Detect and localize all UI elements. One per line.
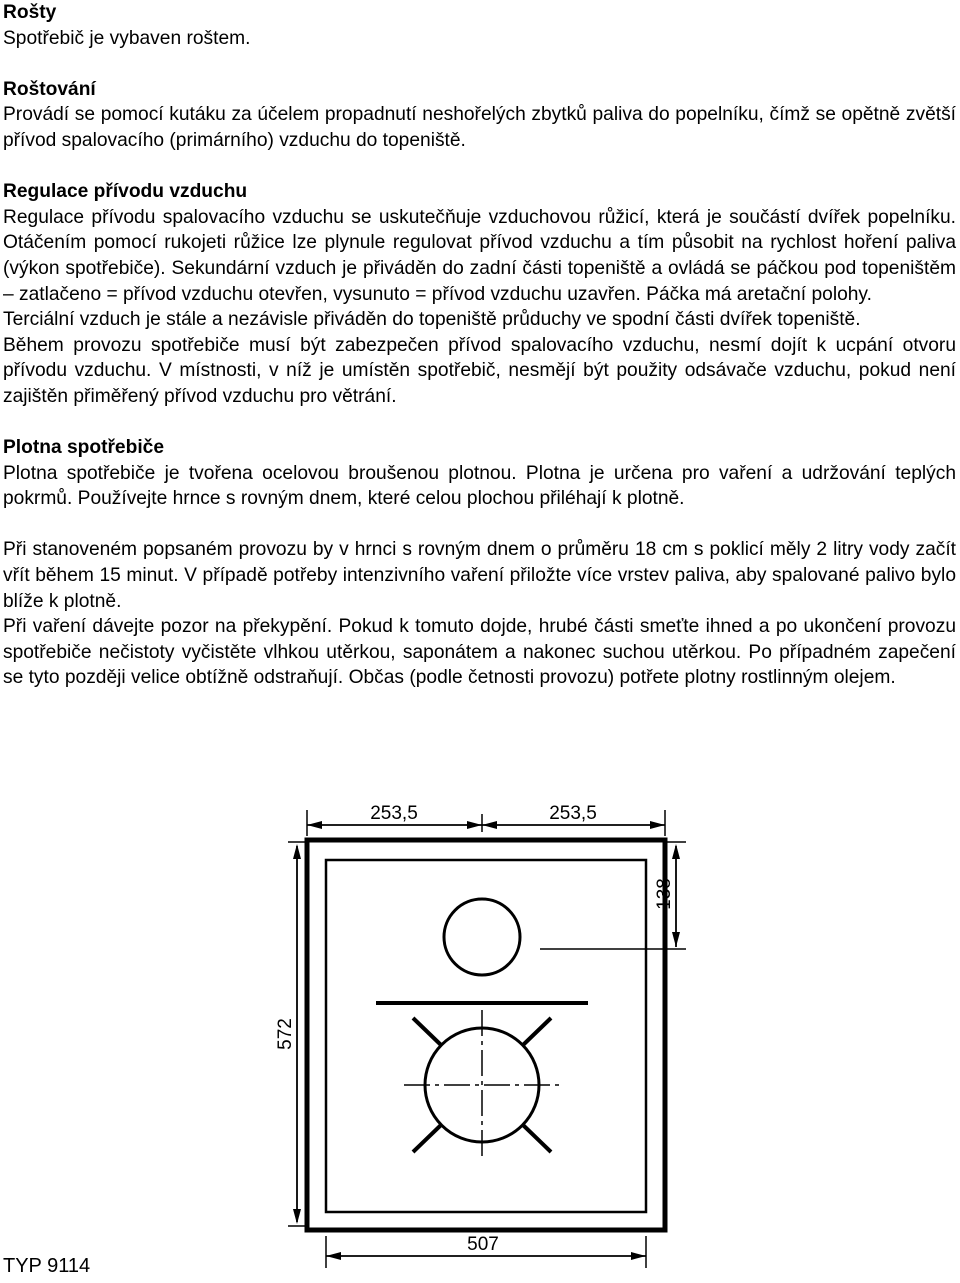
text-plotna-1: Plotna spotřebiče je tvořena ocelovou broušenou plotnou. Plotna je určena pro vaření a udržování teplých pokrmů. Používejte hrnce s rovným dnem, které celou plochou přiléhají k plotně. — [3, 462, 956, 510]
model-label: TYP 9114 — [3, 1255, 91, 1277]
text-regulace-2: Terciální vzduch je stále a nezávisle přiváděn do topeniště průduchy ve spodní části dvířek topeniště. — [3, 309, 861, 331]
heading-plotna: Plotna spotřebiče — [3, 437, 164, 459]
heading-rosty: Rošty — [3, 2, 57, 23]
text-plotna-3: Při vaření dávejte pozor na překypění. Pokud k tomuto dojde, hrubé části smeťte ihned a po ukončení provozu spotřebiče nečistoty vyčistěte vlhkou utěrkou, saponátem a nakonec suchou utěrkou. Po případném zapečení se tyto později velice obtížně odstraňují. Občas (podle četnosti provozu) potřete plotny rostlinným olejem. — [3, 616, 956, 689]
small-burner-circle — [444, 899, 520, 975]
dim-label-left: 572 — [275, 1018, 296, 1050]
dim-label-bottom: 507 — [467, 1234, 499, 1255]
text-regulace-3: Během provozu spotřebiče musí být zabezpečen přívod spalovacího vzduchu, nesmí dojít k ucpání otvoru přívodu vzduchu. V místnosti, v níž je umístěn spotřebič, nesmějí být použity odsávače vzduchu, pokud není zajištěn přiměřený přívod vzduchu pro větrání. — [3, 334, 956, 407]
prong-top-right — [523, 1018, 551, 1045]
prong-bottom-left — [413, 1125, 441, 1152]
text-rostovani: Provádí se pomocí kutáku za účelem propadnutí neshořelých zbytků paliva do popelníku, čímž se opětně zvětší přívod spalovacího (primárního) vzduchu do topeniště. — [3, 104, 956, 151]
heading-rostovani: Roštování — [3, 78, 96, 100]
text-rosty: Spotřebič je vybaven roštem. — [3, 27, 251, 49]
dim-label-top-left: 253,5 — [370, 803, 418, 824]
prong-bottom-right — [523, 1125, 551, 1152]
prong-top-left — [413, 1018, 441, 1045]
text-plotna-2: Při stanoveném popsaném provozu by v hrnci s rovným dnem o průměru 18 cm s poklicí měly 2 litry vody začít vřít během 15 minut. V případě potřeby intenzivního vaření přiložte více vrstev paliva, aby spalované palivo bylo blíže k plotně. — [3, 539, 956, 612]
dim-label-top-right: 253,5 — [549, 803, 597, 824]
dim-label-right: 138 — [654, 878, 675, 910]
plate-inner-edge — [326, 860, 646, 1212]
heading-regulace: Regulace přívodu vzduchu — [3, 181, 248, 203]
text-regulace-1: Regulace přívodu spalovacího vzduchu se uskutečňuje vzduchovou růžicí, která je součástí dvířek popelníku. Otáčením pomocí rukojeti růžice lze plynule regulovat přívod vzduchu a tím působit na rychlost hoření paliva (výkon spotřebiče). Sekundární vzduch je přiváděn do zadní části topeniště a ovládá se páčkou pod topeništěm – zatlačeno = přívod vzduchu otevřen, vysunuto = přívod vzduchu uzavřen. Páčka má aretační polohy. — [3, 206, 956, 305]
